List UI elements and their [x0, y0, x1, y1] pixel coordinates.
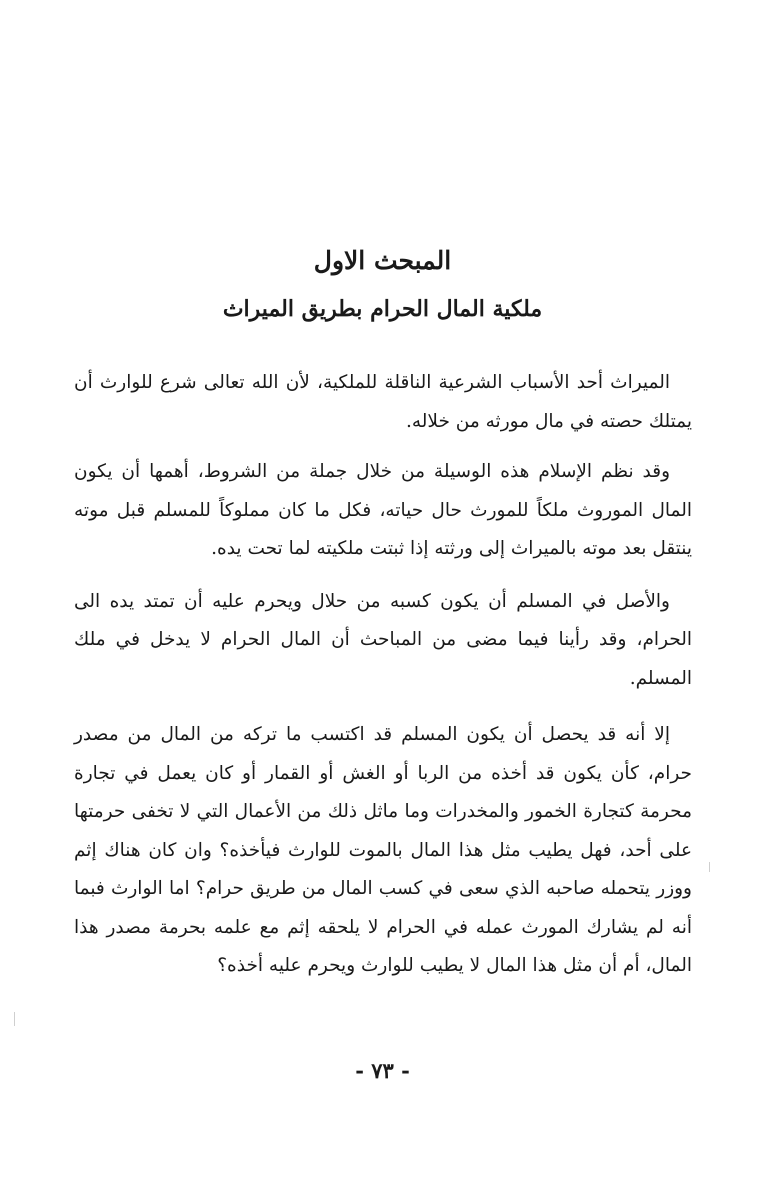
page-number: - ٧٣ - [355, 1058, 410, 1083]
paragraph-2: وقد نظم الإسلام هذه الوسيلة من خلال جملة من الشروط، أهمها أن يكون المال الموروث ملكاً للمورث حال حياته، فكل ما كان مملوكاً للمسلم قبل موته ينتقل بعد موته بالميراث إلى ورثته إذا ثبتت ملكيته لما تحت يده. [74, 461, 692, 559]
scan-margin-mark [709, 862, 710, 872]
body-text [74, 364, 692, 1002]
section-subtitle: ملكية المال الحرام بطريق الميراث [222, 296, 543, 322]
paragraph-4: إلا أنه قد يحصل أن يكون المسلم قد اكتسب ما تركه من المال من مصدر حرام، كأن يكون قد أخذه من الربا أو الغش أو القمار أو كان يعمل في تجارة محرمة كتجارة الخمور والمخدرات وما ماثل ذلك من الأعمال التي لا تخفى حرمتها على أحد، فهل يطيب مثل هذا المال بالموت للوارث فيأخذه؟ وان كان هناك إثم ووزر يتحمله صاحبه الذي سعى في كسب المال من طريق حرام؟ اما الوارث فبما أنه لم يشارك المورث عمله في الحرام لا يلحقه إثم مع علمه بحرمة مصدر هذا المال، أم أن مثل هذا المال لا يطيب للوارث ويحرم عليه أخذه؟ [74, 724, 692, 976]
paragraph-1: الميراث أحد الأسباب الشرعية الناقلة للملكية، لأن الله تعالى شرع للوارث أن يمتلك حصته في مال مورثه من خلاله. [74, 372, 692, 432]
section-title: المبحث الاول [313, 246, 452, 275]
scan-margin-mark [14, 1012, 15, 1026]
paragraph-3: والأصل في المسلم أن يكون كسبه من حلال ويحرم عليه أن تمتد يده الى الحرام، وقد رأينا فيما مضى من المباحث أن المال الحرام لا يدخل في ملك المسلم. [74, 590, 692, 689]
